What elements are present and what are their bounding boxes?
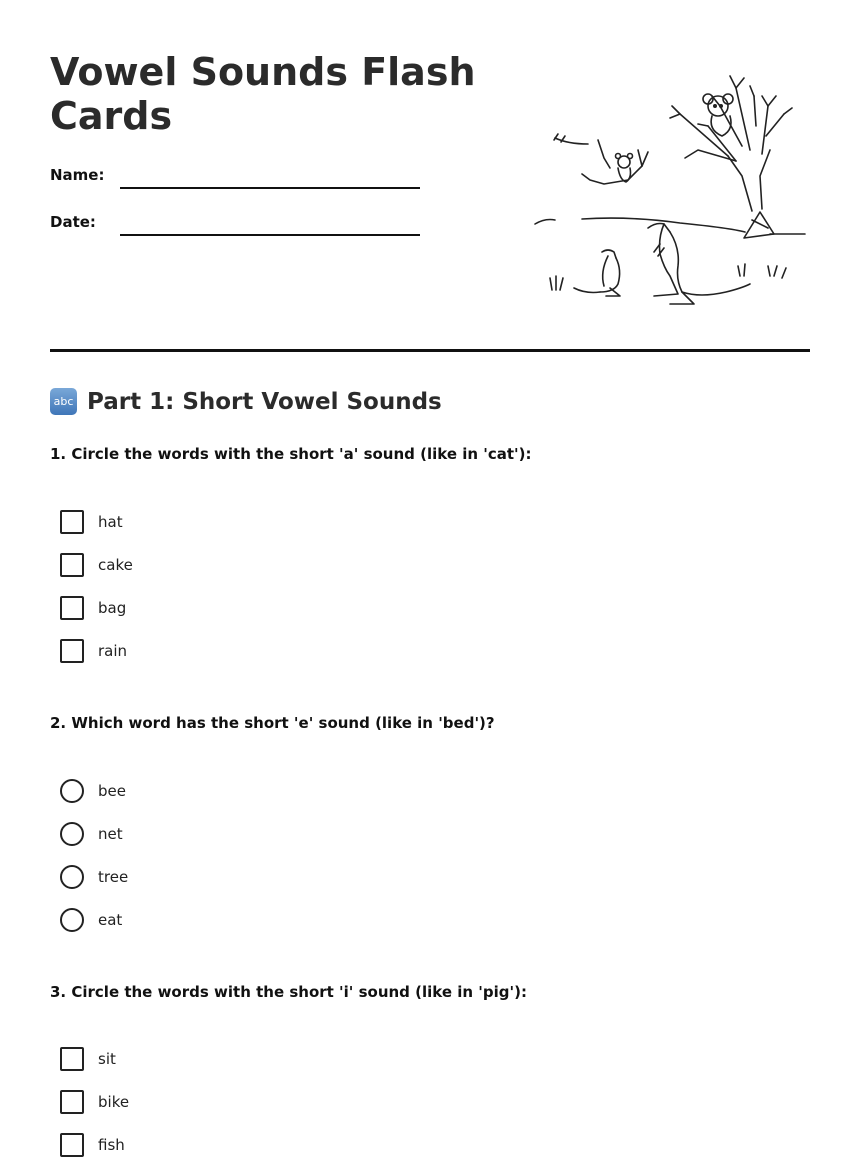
radio-button[interactable]: [60, 822, 84, 846]
option-label: tree: [98, 868, 129, 886]
q3-option-bike[interactable]: [60, 1090, 129, 1114]
name-input-line[interactable]: [120, 187, 420, 189]
checkbox[interactable]: [60, 596, 84, 620]
q2-option-eat[interactable]: [60, 908, 122, 932]
checkbox[interactable]: [60, 1133, 84, 1157]
question-2-prompt: 2. Which word has the short 'e' sound (like in 'bed')?: [50, 714, 495, 732]
option-label: eat: [98, 911, 123, 929]
q1-option-rain[interactable]: [60, 639, 127, 663]
q1-option-bag[interactable]: [60, 596, 126, 620]
q3-option-fish[interactable]: [60, 1133, 125, 1157]
worksheet-title: Vowel Sounds Flash Cards: [50, 50, 476, 138]
q2-option-bee[interactable]: [60, 779, 126, 803]
checkbox[interactable]: [60, 1090, 84, 1114]
q2-option-tree[interactable]: [60, 865, 128, 889]
checkbox[interactable]: [60, 553, 84, 577]
header-divider: [50, 349, 810, 352]
name-label: Name:: [50, 166, 105, 184]
option-label: bee: [98, 782, 126, 800]
option-label: bike: [98, 1093, 130, 1111]
option-label: hat: [98, 513, 123, 531]
radio-button[interactable]: [60, 908, 84, 932]
question-3-prompt: 3. Circle the words with the short 'i' sound (like in 'pig'):: [50, 983, 527, 1001]
q3-option-sit[interactable]: [60, 1047, 116, 1071]
option-label: bag: [98, 599, 127, 617]
question-1-prompt: 1. Circle the words with the short 'a' sound (like in 'cat'):: [50, 445, 532, 463]
option-label: cake: [98, 556, 133, 574]
date-input-line[interactable]: [120, 234, 420, 236]
q1-option-hat[interactable]: [60, 510, 123, 534]
option-label: net: [98, 825, 123, 843]
q1-option-cake[interactable]: [60, 553, 133, 577]
checkbox[interactable]: [60, 639, 84, 663]
option-label: fish: [98, 1136, 125, 1154]
radio-button[interactable]: [60, 865, 84, 889]
australian-animals-illustration: [530, 66, 810, 311]
radio-button[interactable]: [60, 779, 84, 803]
option-label: sit: [98, 1050, 116, 1068]
abc-icon: abc: [50, 388, 77, 415]
date-label: Date:: [50, 213, 96, 231]
q2-option-net[interactable]: [60, 822, 123, 846]
part1-heading: [50, 388, 442, 415]
option-label: rain: [98, 642, 128, 660]
part1-heading-text: Part 1: Short Vowel Sounds: [87, 388, 442, 415]
checkbox[interactable]: [60, 510, 84, 534]
checkbox[interactable]: [60, 1047, 84, 1071]
